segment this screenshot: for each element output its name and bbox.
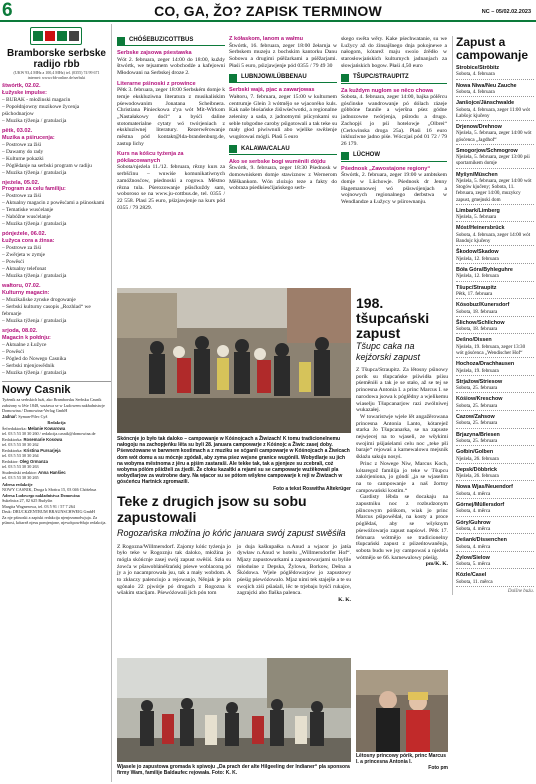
radio-program-title: Magacin k połdnju:	[2, 334, 51, 341]
zapust-place: Dešno/Dissen	[456, 337, 492, 344]
radio-title: Bramborske serbske radijo rbb	[7, 48, 106, 70]
article-teke-subheadline: Rogozańska młožina jo kóńc januara swój zapust swěśiła	[117, 528, 346, 538]
section-header-straupitz: TŠUPC/STRAUPITZ	[341, 74, 447, 84]
staff-role: Redaktor:	[2, 458, 19, 464]
zapust-date: Njeźela, 12. februara	[456, 273, 534, 281]
section-header-cottbus: CHÓŚEBUZ/COTTBUS	[117, 36, 225, 46]
staff-entry	[2, 459, 111, 470]
radio-program-item: – Muzika týženja / gratulacija	[2, 221, 67, 228]
zapust-place: Smogorjow/Schmogrow	[456, 147, 518, 154]
zapust-place: Nowa Niwa/Neu Zauche	[456, 82, 517, 89]
staff-name: Anna Hanšiec	[38, 469, 66, 475]
photo-2-credit: Foto: K. K.	[211, 770, 238, 777]
article-body: Sobota, 4. februara, zeger 14:00, bajka pólěrcu gósćinske wandrowanje pó dólach rázeje góbbóne faunile a wjeršna pśez gódne jadnozowne twórjenja, pśirodu a drugo. Zachopjś jo pśi hotelowje „Olbrei“ (Cerkwinska droga 25a). Płaśi 16 euro inkluziwne jadno piśe. Wóczjaś pód 01 72 / 79 26 179.	[341, 94, 447, 147]
imprint-staff	[2, 426, 111, 481]
zapust-place: Limbark/Limberg	[456, 207, 500, 214]
photo-2-caption-block	[117, 764, 351, 776]
zapust-place: Kóśiow/Kreschow	[456, 396, 503, 403]
dance-photo-icon	[117, 658, 351, 762]
radio-schedule	[2, 83, 111, 377]
photo-1-caption: Skóncnje jo było tak daloko – campowanje w Kóśnojcach a Žiwizach! K tomu tradicionelnemu nałogoju na zachopjeńku lěta su byli 28. januara campowarje z Kóśnojc a Žiwic zasej doby. Pśewoźowane w barwnem kostimach a z muziku se sćganli campowarje w Kóśnojcach a Žiwicach dom wót domu a su mócnje zgódali, aby zyma pśez wejsne granice wugónili. Wobydlarje su jich na wobyma městnoma z jěru a pjśim zastaraši. Ale tekke tak, tak a pjenjeze su zcebrali, coż wobyma pólóm pšidželi za źjedli. Že cłoku kazaltki a rejami su se campowarje wuźěkowali pla wobydlarjow za wutrobne dary. Na wjacor su se pótom wšykne campowarje k reji w Žiwizach w gósćeńcu Hartnick zgromazili.	[117, 436, 350, 486]
radio-program-item: – Serbski kulturny casopis „Rozhlad“ we februarje	[2, 304, 91, 318]
cottbus-articles	[117, 50, 225, 211]
zapust-date: Sobota, 4. februara	[456, 71, 534, 79]
staff-entry	[2, 426, 111, 437]
radio-program-item: – Postrowe za žiśi	[2, 141, 42, 148]
zapust-list	[456, 65, 534, 587]
staff-contact: tel. 03 5 53 30 30 260 / redakcija.casnik@domowina.de	[2, 431, 96, 437]
zapust-date: Sobota, 25. februara	[456, 438, 534, 446]
zapust-place: Janšojce/Jänschwalde	[456, 100, 515, 107]
issue-label: NC – 05/02.02.2023	[481, 9, 531, 15]
article-body: Štwórtk, 9. februara, zeger 18:30 Pśednosk w domowniskem domje stawiznow z Wernerom Měškankom. Wón zlożujo teze a fakty do wobraza pśedkśesćijańskego serb-	[229, 165, 337, 192]
staff-name: Melanie Kowarowa	[27, 425, 66, 431]
staff-contact: tel. 03 5 53 30 30 262	[2, 442, 39, 448]
article-head: Ako se serbske bogi wuměnili dójdu	[229, 158, 326, 165]
carnival-photo-1	[117, 288, 351, 433]
zapust-date: Njeźela, 19. februara, zeger 13:30 wót gósćenca „Wendischer Hof“	[456, 344, 534, 358]
imprint-chief: Syman-Pilec Cyž	[18, 413, 48, 419]
article-body: Štwórtk, 16. februara, zeger 18:00 žełarnja w Serbskem muzeju z bochskim kantorku Danu Sobowu a drugimi pśěžarkami a pśěžarjami. Płaśi 5 euro, pśizjawjenje pód 0355 / 79 49 30	[229, 42, 337, 69]
zapust-date: Njeźela, 5. februara, zeger 14:00 wót Stogów kjučeny; Sobota, 11. februara, zeger 14:00, muzykcy zapust, gmejnski dom	[456, 178, 534, 205]
radio-program-item: – Zwěrjeta w zymje	[2, 252, 45, 259]
zapust-more: Dalšne buźu.	[507, 589, 534, 595]
article-198-body-3: Princ z Nowege Niw, Marcus Koch, kótaregož familija jo teke w Tšupcu zakórjeniona, jo góndí „ja se wjaselim na to campowanje a naš žortny campowański kostim.“	[356, 460, 448, 494]
radio-logo-icon	[30, 27, 82, 45]
imprint-printer: Druk: DRUCKZENTRUM BRAUNSCHWEIG GmbH	[2, 509, 95, 515]
article-198	[356, 296, 448, 568]
zapust-date: Sobota, 4. februara, zeger 14:00 wót Bandojc kjučeny	[456, 232, 534, 246]
article-head: Serbski wajś, pjac a zawarjowas	[229, 87, 315, 94]
staff-role: Studentiski redaktor:	[2, 469, 38, 475]
staff-entry	[2, 470, 111, 481]
zapust-date: Njeźela, 26. februara	[456, 456, 534, 464]
section-header-calau: KALAWA/CALAU	[229, 145, 337, 155]
staff-contact: tel. 03 5 53 30 30 265	[2, 475, 39, 481]
radio-program-item: – Muzikaliske zynske drogowanje	[2, 297, 76, 304]
radio-program-item: – Nabóžne wusćelanje	[2, 214, 51, 221]
zapust-calendar	[452, 36, 534, 595]
imprint-ads: Margita Wagnerowa, tel. 03 5 91 / 57 7 264	[2, 503, 75, 509]
imprint-chief-label: Jadnaŕ:	[2, 413, 18, 419]
zapust-date: Sobota, 4. februara, zeger 11:00 wót Łabšojc kjučeny	[456, 107, 534, 121]
radio-frequency: (UKW 93,4 MHz a 100,4 MHz) tel. (0355) 74 99 671	[13, 70, 100, 75]
article-head: Serbske zajsowa pśestawka	[117, 50, 192, 56]
zapust-place: Gołbin/Golben	[456, 449, 494, 456]
radio-program-item: – BUBAK - młožinski magacin	[2, 96, 71, 103]
article-teke-headline: Teke z drugich jsow su sobu zapustowali	[117, 493, 307, 525]
zapust-place: Hochoza/Drachhausen	[456, 361, 515, 368]
zapust-place: Cazow/Zahsow	[456, 413, 495, 420]
radio-program-item: – Serbski mjenjowědnik	[2, 362, 55, 369]
staff-name: Rosemarie Kosowa	[23, 436, 63, 442]
zapust-place: Bóła Góra/Byhleguhre	[456, 266, 513, 273]
zapust-place: Depsk/Döbbrick	[456, 466, 498, 473]
zapust-date: Sobota, 25. februara	[456, 403, 534, 411]
zapust-place: Žylow/Sielow	[456, 554, 490, 561]
radio-program-item: – Muzika týženja / gratulacija	[2, 369, 67, 376]
radio-program-item: – Muzika týženja / gratulacija	[2, 117, 67, 124]
page-header	[0, 0, 536, 22]
nowy-casnik-title: Nowy Casnik	[2, 381, 111, 397]
section-marker-icon	[341, 152, 349, 160]
radio-program-title: Program za celu familiju:	[2, 186, 66, 193]
radio-day: njeźela, 05.02.	[2, 179, 40, 186]
article-198-body-4: Gardisty lěbda se docakaju na zapustniku noc z rozbudzonym pšincowym póńkom, wiak jo princ Marcus pśipowědał, na kosty a proce póglědaś, aby se wšyknym pśewóźowarjo zapust napśowl. Pětk 17. februara wótmějo se tradicionelny tšupcański zapust z pśizeńtowaněnja, sobota budu we jsy campowaś a njeźela wótmějo se 66. karnewalowy pśeśig.	[356, 494, 448, 561]
radio-program-title: Kulturny magacin:	[2, 290, 50, 297]
prince-photo-caption-block	[356, 753, 448, 772]
zapust-date: Sobota, 18. februara	[456, 326, 534, 334]
zapust-place: Tšupc/Straupitz	[456, 284, 497, 291]
section-header-lubbenau: LUBNJOW/LÜBBENAU	[229, 73, 337, 83]
zapust-date: Sobota, 25. februara	[456, 385, 534, 393]
zapust-place: Kósobuz/Kunersdorf	[456, 302, 510, 309]
article-body: Sobota/njeźela 11./12. februara, rězny kurs za serbšćinu – wuwiśe komunikatiwnych zamóžnosćow, pśednoski a rogowa. Městno rězna tula. Pśerozowanje pśisćkuždy sam, woboroso se na www.ju-cottbus.de, tel. 0355 / 22 558. Plasi 25 euro, pśizjawjenje na kurs pód 0355 / 79 2829.	[117, 164, 225, 211]
staff-entry	[2, 437, 111, 448]
prince-photo-credit: Foto pm	[428, 765, 448, 772]
imprint-publisher: Sukelnica 27, 02 625 Budyšin	[2, 498, 53, 504]
zapust-date: Njeźela, 5. februara, zeger 13:00 pśi sportarnikem domje	[456, 154, 534, 168]
page-number: 6	[2, 0, 13, 21]
staff-role: Redaktorka:	[2, 436, 23, 442]
radio-day: pónjeźele, 06.02.	[2, 231, 47, 238]
radio-program-item: – Postrowe za žiśi	[2, 193, 42, 200]
zapust-place: Brjazyna/Briesen	[456, 431, 500, 438]
article-body: Wót 2. februara, zeger 14:00 do 18:00, kuždy štwórtk, we tejsamem wobchodźe a kafejowni Młodowani na Serbskej droze 2.	[117, 56, 225, 76]
radio-program-item: – Postrowe za žiśi	[2, 245, 42, 252]
radio-program-item: – Powěsći	[2, 259, 25, 266]
article-head: Pśednosk „Zawostajone regiony“	[341, 165, 431, 172]
radio-day: štwórtk, 02.02.	[2, 83, 41, 89]
zapust-place: Myšyn/Müschen	[456, 171, 498, 178]
zapust-date: Njeźela, 19. februara	[456, 368, 534, 376]
radio-program-item: – Tematiske wusćelanje	[2, 207, 54, 214]
imprint-footer: Za nje pśinoski a zapiski redakcija njenjezamołwjuja. Za pśinosi, kótarež njesu pomjenjone, njewótpowědujo redakcija.	[2, 514, 107, 526]
zapust-place: Strjažow/Striesow	[456, 378, 503, 385]
article-198-body: Z Tšupca/Straupitz. Za lětosny pśinowy porik su tšupcańske pśiwidła pśisu pśeměniłi a tak je se stało, až se tej se princesna Antonia I. a princ Marcus I. se narodowa jsowa k póglědny a wjelikemu wiaselju Tšupcanarjow razi zwólniwej wukazałej.	[356, 367, 448, 414]
page-title: CO, GA, ŽO? ZAPISK TERMINOW	[154, 3, 382, 19]
zapust-date: Njeźela, 12. februara	[456, 256, 534, 264]
staff-role: Redaktorka:	[2, 447, 23, 453]
article-teke-body-right: jo duja kaškupałka n.Anud a wjacor jo jatśa dywław n.Anud w hotelu „Willmersdorfer Hof“. Mjazy zapustowarkami a zapustowarjami su bylile młoduśne z Depska, Žylowa, Borkow, Dešna a Škódowa. Wjele póglědowarjow jo zapustowy pśeśig pśewóźowalo. Mjaz nimi tek stajejše a te su swojich ziśi pśiaśali, lěc te trjebaju byśći rukajce, zagrajcki abo flaška palenca.	[237, 543, 351, 597]
radio-program-title: Łužyske impulse:	[2, 89, 47, 96]
section-marker-icon	[229, 145, 237, 153]
zapust-date: Sobota, 25. februara	[456, 420, 534, 428]
staff-contact: tel. 03 5 53 30 30 264	[2, 453, 39, 459]
photo-2-caption: Wjasele jo zapustowa gromada k spiwoju „Da prach der alte Hilgeeling der Indianer“ pla sponsora firmy Wam, familije Baldaufec rejowała. Foto: K. K.	[117, 764, 350, 777]
zapust-title: Zapust a campowanje	[456, 35, 529, 62]
article-head: Kurs na kóšcu tyźenja za pókšacowanych	[117, 151, 184, 164]
staff-name: Kristina Pursarjeja	[23, 447, 61, 453]
radio-program-title: Łužyca cora a źinsa:	[2, 238, 55, 245]
zapust-place: Górnej/Müllersdorf	[456, 502, 505, 509]
zapust-place: Šlichow/Schlichow	[456, 319, 505, 326]
rbb-logo-icon	[31, 28, 81, 44]
radio-program-title: Muzika a pśirucenja:	[2, 134, 55, 141]
events-right	[341, 36, 447, 206]
imprint-address-title: Adresa redakcije	[2, 481, 33, 487]
photo-1-credit: Foto a tekst Roswitha Altekrüger	[273, 485, 351, 492]
prince-couple-photo-icon	[356, 670, 448, 752]
zapust-date: Sobota, 18. februara	[456, 309, 534, 317]
zapust-date: Sobota, 4. měrca	[456, 544, 534, 552]
staff-contact: tel. 03 5 53 30 30 263	[2, 464, 39, 470]
prince-photo-caption: Lětosny princowy pórik, princ Marcus I. a princesna Antonia I.	[356, 753, 447, 766]
imprint-address: NOWY CASNIK, Droga k Słońcu 15, 03 046 Chóśebuz	[2, 487, 97, 493]
events-cottbus	[117, 36, 225, 211]
radio-program-item: – Muzika týženja / gratulacija	[2, 273, 67, 280]
zapust-place: Škodow/Skadow	[456, 249, 499, 256]
section-marker-icon	[117, 37, 125, 45]
radio-day: wałtoru, 07.02.	[2, 283, 41, 290]
zapust-date: Njeźela, 26. februara	[456, 473, 534, 481]
radio-program-item: – Aktualne z Łužyce	[2, 341, 47, 348]
article-198-subheadline: Tšupc caka na kejźorski zapust	[356, 341, 421, 362]
article-198-headline: 198. tšupcański zapust	[356, 295, 430, 341]
article-body: Štwórtk, 2. februara, zeger 19:00 w ambtskem domje w Lüchowje. Pśednosk dr Jenny Hagemannowej wó pśiswójenjach a wojnowych regionalnego derbstwa w Wendlandze a Łužycy w pśirownanju.	[341, 172, 447, 205]
zapust-date: Sobota, 4. februara	[456, 89, 534, 97]
radio-program-item: – Aktualny magacin z powěsćami a pśinoskami	[2, 200, 105, 207]
zapust-date: Sobota, 4. měrca	[456, 491, 534, 499]
carnival-photo-2	[117, 658, 351, 762]
zapust-date: Njeźela, 5. februara, zeger 14:00 wót gósćenca „Jagdhof“	[456, 130, 534, 144]
radio-program-item: – Pógled do Nowego Casnika	[2, 355, 67, 362]
section-marker-icon	[229, 74, 237, 82]
radio-web: internet: www.rbb-online.de/serbski	[27, 75, 86, 80]
article-teke	[117, 494, 351, 604]
staff-name: Oleg Ormanza	[19, 458, 48, 464]
radio-day: srjoda, 08.02.	[2, 328, 38, 335]
article-head: Z kółaskom, lanom a wałmu	[229, 36, 303, 42]
prince-couple-photo	[356, 670, 448, 752]
radio-program-item: – Póglědanje na serbski program w radiju	[2, 162, 92, 169]
imprint-intro: Tyźenik za serbskich luźi, ako Bramborsku Serbsku Casnik założony w lěśe 1848, wuźawa se w Ludowem nakładnistwje Domowina / Domowina-Verlag GmbH	[2, 397, 105, 414]
radio-program-item: – Aktualny telefonat	[2, 266, 47, 273]
radio-program-item: – Muzika týženja / gratulacija	[2, 318, 67, 325]
radio-day: pětk, 03.02.	[2, 127, 33, 134]
radio-program-item: – Muzika týženja / gratulacija	[2, 169, 67, 176]
radio-program-item: – Dawamy do rady	[2, 148, 44, 155]
left-column	[2, 24, 112, 782]
zapust-place: Kózle/Casel	[456, 572, 487, 579]
zapust-place: Drjenow/Drehnow	[456, 124, 502, 131]
article-teke-body-left: Z Rogozna/Willmersdorf. Zajomy kóńc tyźenja jo było teke w Rogoznju tak daloko, młožina jo mógla skóńcnje zasej swój zapust swěśiś. Szła su źowća w pšawoblánéšrańskj pśewe woblaconą pó jy a jo nacamprowała jsu, tak a mały wobdom. A to zkłaczy palenciujo a rejowanjo, Něnjak je pón sgónalo 22 pjwórje pó drogach z Rogozna k wšakim stacijam. Pśewóźowali jich pón tom	[117, 543, 231, 597]
photo-1-caption-block	[117, 436, 351, 492]
radio-program-item: – Powěsći	[2, 348, 25, 355]
zapust-place: Dešank/Dissenchen	[456, 537, 507, 544]
zapust-date: Pětk, 17. februara	[456, 291, 534, 299]
section-header-luchow: LÜCHOW	[341, 152, 447, 162]
zapust-place: Góry/Guhrow	[456, 519, 491, 526]
article-body: Pětk 3. februara, zeger 18:00 Serbském domje k temje ekskluziwna literatura z musikaliskim pśewodowanim Jonatana Scheibnera. Christiana Pinieckowa z'ya wót Mit-Wirkom „Nastałakowy doći“ a byśći daline stotomaterialne cytaty wó twórjeniach z ekskluziwnej literatury. Rezerwěrowanje městna pód kontakt@lda-brandenburg.de, zastup lichy	[117, 87, 225, 147]
zapust-place: Móst/Heinersbrück	[456, 225, 505, 232]
article-body: Wałtoru, 7. februara, zeger 15:00 w kulturnem centrumje Glein 3 wótmějo se wjacoréko kuls. Kak naše błośańske źiśiwśećwotki, a regionalne zeleniny a sada, z jadnotnymi pśicynkami su seble tobgodne caroby pśigotowali a tak teke su mały głod piwiwnuli abo wjelike swěźenje wugótowaś mógli. Płaśi 5 euro	[229, 93, 337, 141]
zapust-place: Strobice/Ströbitz	[456, 65, 500, 71]
zapust-date: Njeźela, 5. februara	[456, 214, 534, 222]
staff-role: Šefredaktorka:	[2, 425, 27, 431]
article-head: Za kuždym nuglom se něco chowa	[341, 87, 434, 94]
zapust-date: Sobota, 4. měrca	[456, 526, 534, 534]
zapust-date: Sobota, 4. měrca	[456, 508, 534, 516]
article-body: skego swěta wěry. Kake pśechwatanie, su we Łužycy až do źinsajšnego dnja pokojnewe a nałogom, kótarež maju swoio źrědło w starosłowjańskich kulturnych jadnanjach za słowjańskich bogow. Płaśi 4,50 euro	[341, 36, 447, 69]
zapust-date: Sobota, 11. měrca	[456, 579, 534, 587]
section-marker-icon	[341, 74, 349, 82]
article-198-body-2: W towaristwje wjele lět angažěrowana princesna Antonia Lanto, kótarejež starka Jo Tšupcanarka, se na zapuste nejwjecej na to wjaseli, ze wšykimi swojimi pśijaśelami celu noc „tekе pši baraje“ rejowaś a karnewalowu mejsnik śkłaźu sakuju nosyś.	[356, 413, 448, 461]
article-teke-signature: K. K.	[338, 597, 351, 604]
imprint-publisher-title: Adresa Ludowego nakładnistwa Domowina	[2, 492, 80, 498]
zapust-date: Sobota, 5. měrca	[456, 561, 534, 569]
imprint-redakcija-title: Redakcija	[47, 420, 66, 426]
events-center	[229, 36, 337, 192]
crowd-photo-icon	[117, 288, 351, 433]
staff-entry	[2, 448, 111, 459]
radio-program-item: – Popołdnjowny muzikowe žycenja pśichodnarjow	[2, 103, 80, 117]
radio-program-item: – Kulturne pokazki	[2, 155, 44, 162]
zapust-place: Nowa Wjas/Neuendorf	[456, 484, 513, 491]
article-198-signature: pm/K. K.	[425, 561, 448, 568]
article-head: Literarne pśinoski z prowince	[117, 80, 196, 87]
